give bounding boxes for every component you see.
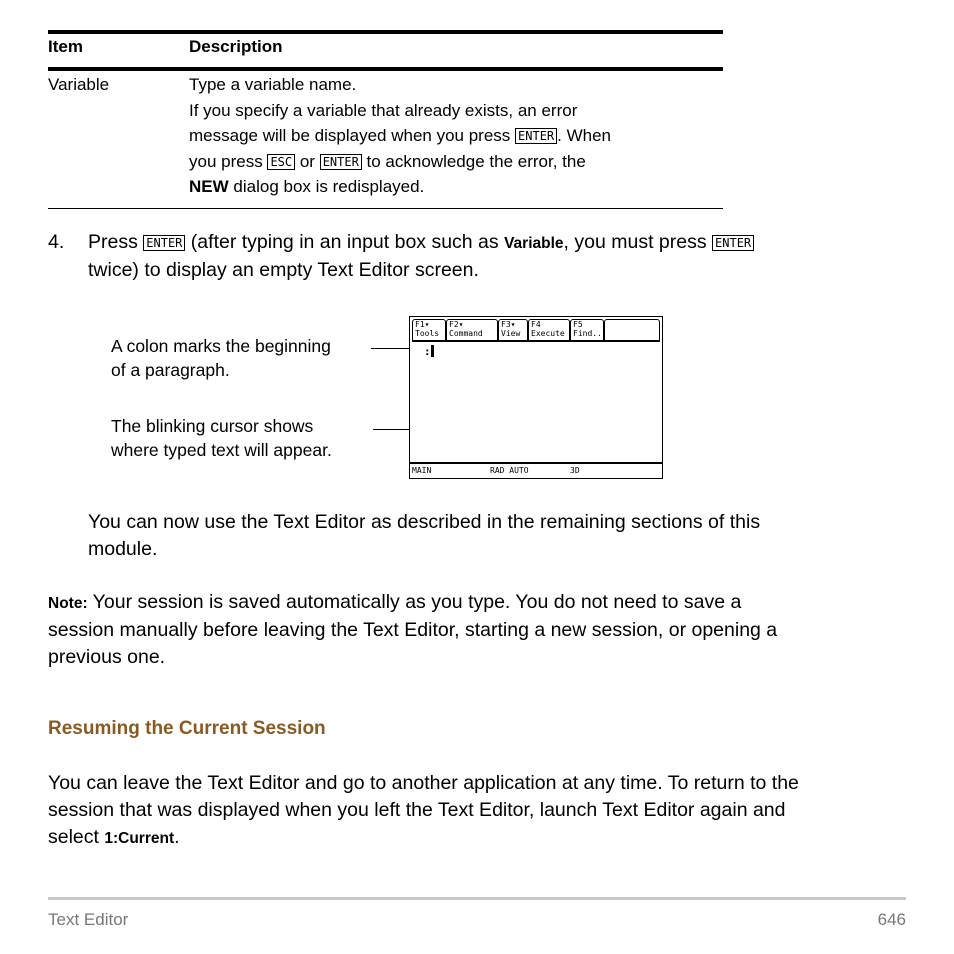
desc-line-5: NEW dialog box is redisplayed. (189, 177, 425, 196)
footer-rule (48, 897, 906, 900)
table-top-rule (48, 30, 723, 34)
blinking-cursor (431, 345, 434, 357)
status-line (410, 462, 662, 478)
table-cell-item: Variable (48, 75, 110, 94)
enter-key: ENTER (515, 128, 557, 144)
function-key-toolbar (412, 319, 660, 343)
status-mode: RAD AUTO (490, 466, 529, 475)
note: Note: Your session is saved automatically as you type. You do not need to save a session manually before leaving the Text Editor, starting a new session, or opening a previous one. (48, 591, 778, 668)
tab-view[interactable]: F3▾ View (498, 319, 528, 341)
page-number: 646 (877, 910, 906, 929)
desc-line-3: message will be displayed when you press ENTER . When (189, 126, 611, 145)
status-folder: MAIN (412, 466, 432, 475)
desc-line-4: you press ESC or ENTER to acknowledge the error, the (189, 151, 586, 171)
table-bottom-rule (48, 208, 723, 209)
current-option: 1:Current (104, 830, 175, 847)
table-header-item: Item (48, 37, 83, 56)
esc-key: ESC (267, 154, 295, 170)
step-4-line-2: twice) to display an empty Text Editor screen. (88, 259, 479, 281)
tab-execute[interactable]: F4 Execute (528, 319, 570, 341)
desc-line-2: If you specify a variable that already exists, an error (189, 100, 578, 120)
step-number: 4. (48, 231, 65, 253)
step-4-text (88, 229, 908, 284)
paragraph-now-use: You can now use the Text Editor as described in the remaining sections of this module. (88, 511, 761, 560)
callout-cursor: The blinking cursor shows where typed text will appear. (111, 416, 332, 460)
enter-key: ENTER (320, 154, 362, 170)
table-cell-description (189, 72, 729, 200)
status-graph: 3D (570, 466, 580, 475)
tab-command[interactable]: F2▾ Command (446, 319, 498, 341)
paragraph-colon: : (424, 345, 431, 358)
section-heading: Resuming the Current Session (48, 718, 326, 739)
enter-key: ENTER (712, 235, 754, 251)
variable-label: Variable (504, 235, 564, 252)
tab-empty (604, 319, 660, 341)
tab-find[interactable]: F5 Find... (570, 319, 604, 341)
step-4-line-1: Press ENTER (after typing in an input box such as Variable, you must press ENTER (88, 229, 908, 257)
enter-key: ENTER (143, 235, 185, 251)
toolbar-divider (412, 341, 660, 342)
note-label: Note: (48, 595, 88, 612)
table-header-description: Description (189, 37, 283, 56)
desc-line-1: Type a variable name. (189, 75, 357, 94)
tab-tools[interactable]: F1▾ Tools (412, 319, 446, 341)
footer-title: Text Editor (48, 910, 129, 929)
table-header-rule (48, 67, 723, 71)
text-editor-screen (409, 316, 663, 479)
paragraph-resume: You can leave the Text Editor and go to another application at any time. To return to the session that was displayed when you left the Text Editor, launch Text Editor again and select 1:Current. (48, 772, 799, 848)
callout-colon: A colon marks the beginning of a paragraph. (111, 336, 331, 380)
